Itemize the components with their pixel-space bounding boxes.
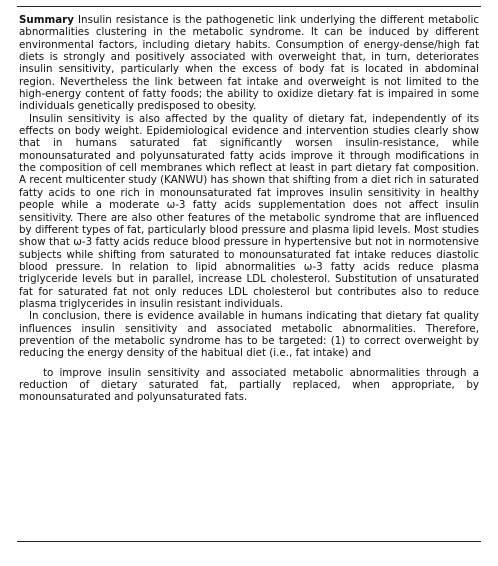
- summary-paragraph-3: In conclusion, there is evidence available in humans indicating that dietary fat quality influences insulin sensitivity and associated metabolic abnormalities. Therefore, prevention of the metabolic syndrome has to be targeted: (1) to correct overweight by reducing the energy density of the habitual diet (i.e., fat intake) and: [19, 310, 479, 360]
- summary-paragraph-2: Insulin sensitivity is also affected by the quality of dietary fat, independently of its effects on body weight. Epidemiological evidence and intervention studies clearly show that in humans saturated fat significantly worsen insulin-resistance, while monounsaturated and polyunsaturated fatty acids improve it through modifications in the composition of cell membranes which reflect at least in part dietary fat composition. A recent multicenter study (KANWU) has shown that shifting from a diet rich in saturated fatty acids to one rich in monounsaturated fat improves insulin sensitivity in healthy people while a moderate ω-3 fatty acids supplementation does not affect insulin sensitivity. There are also other features of the metabolic syndrome that are influenced by different types of fat, particularly blood pressure and plasma lipid levels. Most studies show that ω-3 fatty acids reduce blood pressure in hypertensive but not in normotensive subjects while shifting from saturated to monounsaturated fat intake reduces diastolic blood pressure. In relation to lipid abnormalities ω-3 fatty acids reduce plasma triglyceride levels but in parallel, increase LDL cholesterol. Substitution of unsaturated fat for saturated fat not only reduces LDL cholesterol but contributes also to reduce plasma triglycerides in insulin resistant individuals.: [19, 112, 479, 310]
- top-rule: [17, 6, 481, 7]
- summary-paragraph-1-text: Insulin resistance is the pathogenetic link underlying the different metabolic abnormalities clustering in the metabolic syndrome. It can be induced by different environmental factors, including dietary habits. Consumption of energy-dense/high fat diets is strongly and positively associated with overweight that, in turn, deteriorates insulin sensitivity, particularly when the excess of body fat is located in abdominal region. Nevertheless the link between fat intake and overweight is not limited to the high-energy content of fatty foods; the ability to oxidize dietary fat is impaired in some individuals genetically predisposed to obesity.: [19, 14, 479, 113]
- summary-paragraph-1: [19, 14, 479, 113]
- bottom-rule: [17, 541, 481, 542]
- summary-heading: Summary: [19, 14, 74, 26]
- abstract-body: [19, 14, 479, 404]
- summary-paragraph-4: to improve insulin sensitivity and associated metabolic abnormalities through a reduction of dietary saturated fat, partially replaced, when appropriate, by monounsaturated and polyunsaturated fats.: [19, 366, 479, 404]
